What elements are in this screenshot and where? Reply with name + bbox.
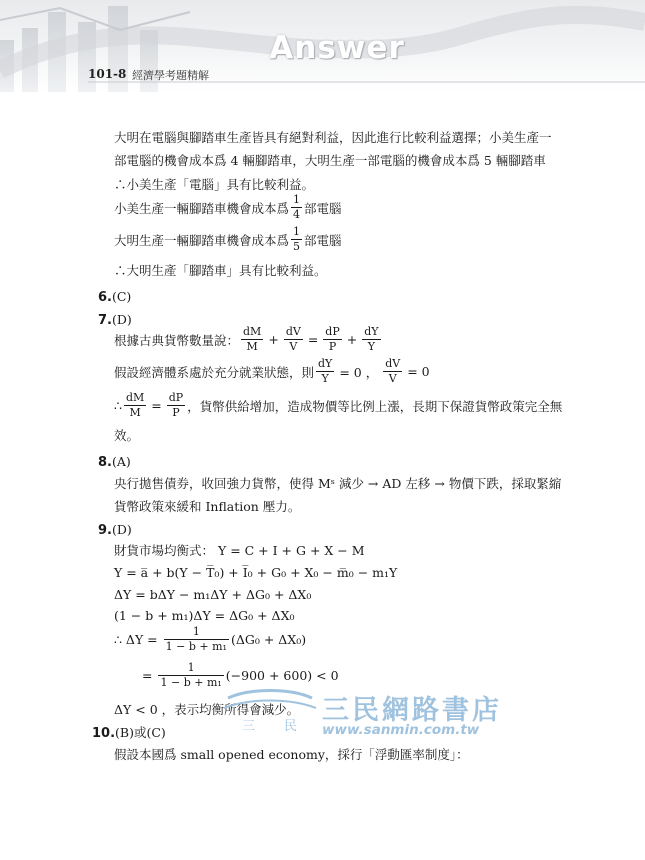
q9-line-5-fraction [164,626,229,653]
q5-line-5 [114,226,342,253]
question-8 [98,454,131,471]
fraction-denominator: 5 [293,240,301,253]
q5-line-4 [114,194,342,221]
q5-line-5-post: 部電腦 [304,232,342,248]
q9-line-1: 財貨市場均衡式： Y = C + I + G + X − M [114,543,365,558]
operator: + [346,332,358,347]
q9-line-2: Y = a̅ + b(Y − T̅₀) + I̅₀ + G₀ + X₀ − m̅₀ − m₁Y [114,565,398,580]
fraction-numerator: dY [318,357,333,370]
question-6 [98,289,131,306]
q5-line-3: ∴小美生產「電腦」具有比較利益。 [114,177,315,192]
q5-line-5-fraction [291,226,302,253]
fraction-dP-P [323,326,341,353]
fraction-numerator: 1 [158,662,223,676]
therefore-symbol: ∴ [114,398,122,413]
fraction-denominator: M [246,340,258,353]
book-title: 經濟學考題精解 [132,69,209,82]
q9-line-4: (1 − b + m₁)ΔY = ΔG₀ + ΔX₀ [114,608,295,623]
fraction-numerator: 1 [293,193,301,206]
q8-line-1: 央行拋售債券，收回強力貨幣，使得 Mˢ 減少 → AD 左移 → 物價下跌，採取緊縮 [114,476,562,491]
q5-line-2: 部電腦的機會成本爲 4 輛腳踏車，大明生產一部電腦的機會成本爲 5 輛腳踏車 [114,153,546,168]
fraction-dM-M [241,326,263,353]
watermark-url: www.sanmin.com.tw [322,722,480,738]
question-number: 7. [98,313,112,328]
question-number: 10. [92,726,116,741]
fraction-numerator: 1 [164,626,229,640]
question-9 [98,522,132,539]
q9-line-6 [142,662,339,689]
logo-char: 民 [284,719,298,734]
fraction-denominator: 1 − b + m₁ [160,676,222,689]
fraction-denominator: P [172,406,180,419]
q7-eq2-mid: = 0 ， [339,364,379,380]
fraction-numerator: dM [125,391,145,404]
answer-choice: (B)或(C) [115,725,166,740]
sanmin-logo [220,686,320,742]
q7-full-employment-line [114,358,433,385]
answer-choice: (D) [111,312,132,327]
q9-line-6-fraction [158,662,223,689]
fraction-denominator: P [328,340,337,353]
page-number: 101-8 [88,67,127,81]
q5-line-1: 大明在電腦與腳踏車生產皆具有絕對利益，因此進行比較利益選擇；小美生產一 [114,130,552,145]
q10-line-1: 假設本國爲 small opened economy，採行「浮動匯率制度」： [114,747,469,762]
question-10 [92,725,166,742]
fraction-dV-V [383,358,402,385]
fraction-dV-V [284,326,303,353]
q9-line-6-pre: = [142,668,153,683]
fraction-numerator: dV [385,357,401,370]
q9-line-3: ΔY = bΔY − m₁ΔY + ΔG₀ + ΔX₀ [114,587,312,602]
fraction-numerator: dP [168,391,184,404]
operator: = [151,398,162,413]
fraction-numerator: 1 [293,225,301,238]
fraction-dP-P [167,392,185,419]
q7-conclusion-continued: 效。 [114,428,140,443]
q5-line-4-fraction [291,194,302,221]
fraction-denominator: Y [321,372,329,385]
fraction-denominator: Y [367,340,376,353]
header-title: Answer [269,30,405,66]
answer-choice: (D) [111,522,132,537]
fraction-denominator: V [388,372,397,385]
fraction-numerator: dP [325,325,340,338]
answer-choice: (A) [111,454,131,469]
q9-line-5-post: (ΔG₀ + ΔX₀) [230,632,307,647]
fraction-dY-Y [362,326,380,353]
page-header [0,0,645,92]
logo-char: 三 [242,719,256,734]
q7-eq3-text: ，貨幣供給增加，造成物價等比例上漲，長期下保證貨幣政策完全無 [187,398,563,414]
q5-line-5-pre: 大明生產一輛腳踏車機會成本爲 [114,232,290,248]
q9-line-5-pre: ∴ ΔY = [114,632,158,647]
q7-conclusion-line [114,392,562,419]
q7-eq2-label: 假設經濟體系處於充分就業狀態，則 [114,364,315,380]
watermark-store-name: 三民網路書店 [322,695,502,726]
q7-quantity-equation [114,326,383,353]
question-number: 8. [98,455,112,470]
operator: + [268,332,279,347]
fraction-numerator: dV [285,325,301,338]
fraction-dY-Y [316,358,334,385]
fraction-dM-M [124,392,146,419]
q7-eq2-end: = 0 [407,364,430,379]
q9-line-7: ΔY < 0 ，表示均衡所得會減少。 [114,702,300,717]
fraction-numerator: dY [364,325,379,338]
q7-eq1-label: 根據古典貨幣數量說： [114,332,240,348]
fraction-denominator: 1 − b + m₁ [165,640,227,653]
question-number: 6. [98,290,112,305]
fraction-denominator: 4 [293,208,301,221]
q5-line-6: ∴大明生產「腳踏車」具有比較利益。 [114,263,327,278]
q9-line-6-post: (−900 + 600) < 0 [225,668,339,683]
fraction-denominator: M [129,406,141,419]
fraction-numerator: dM [243,325,262,338]
q9-line-5 [114,626,306,653]
q5-line-4-pre: 小美生產一輛腳踏車機會成本爲 [114,200,290,216]
question-number: 9. [98,523,112,538]
q5-line-4-post: 部電腦 [304,200,342,216]
fraction-denominator: V [289,340,298,353]
operator: = [307,332,319,347]
q8-line-2: 貨幣政策來緩和 Inflation 壓力。 [114,499,301,514]
answer-choice: (C) [111,289,132,304]
